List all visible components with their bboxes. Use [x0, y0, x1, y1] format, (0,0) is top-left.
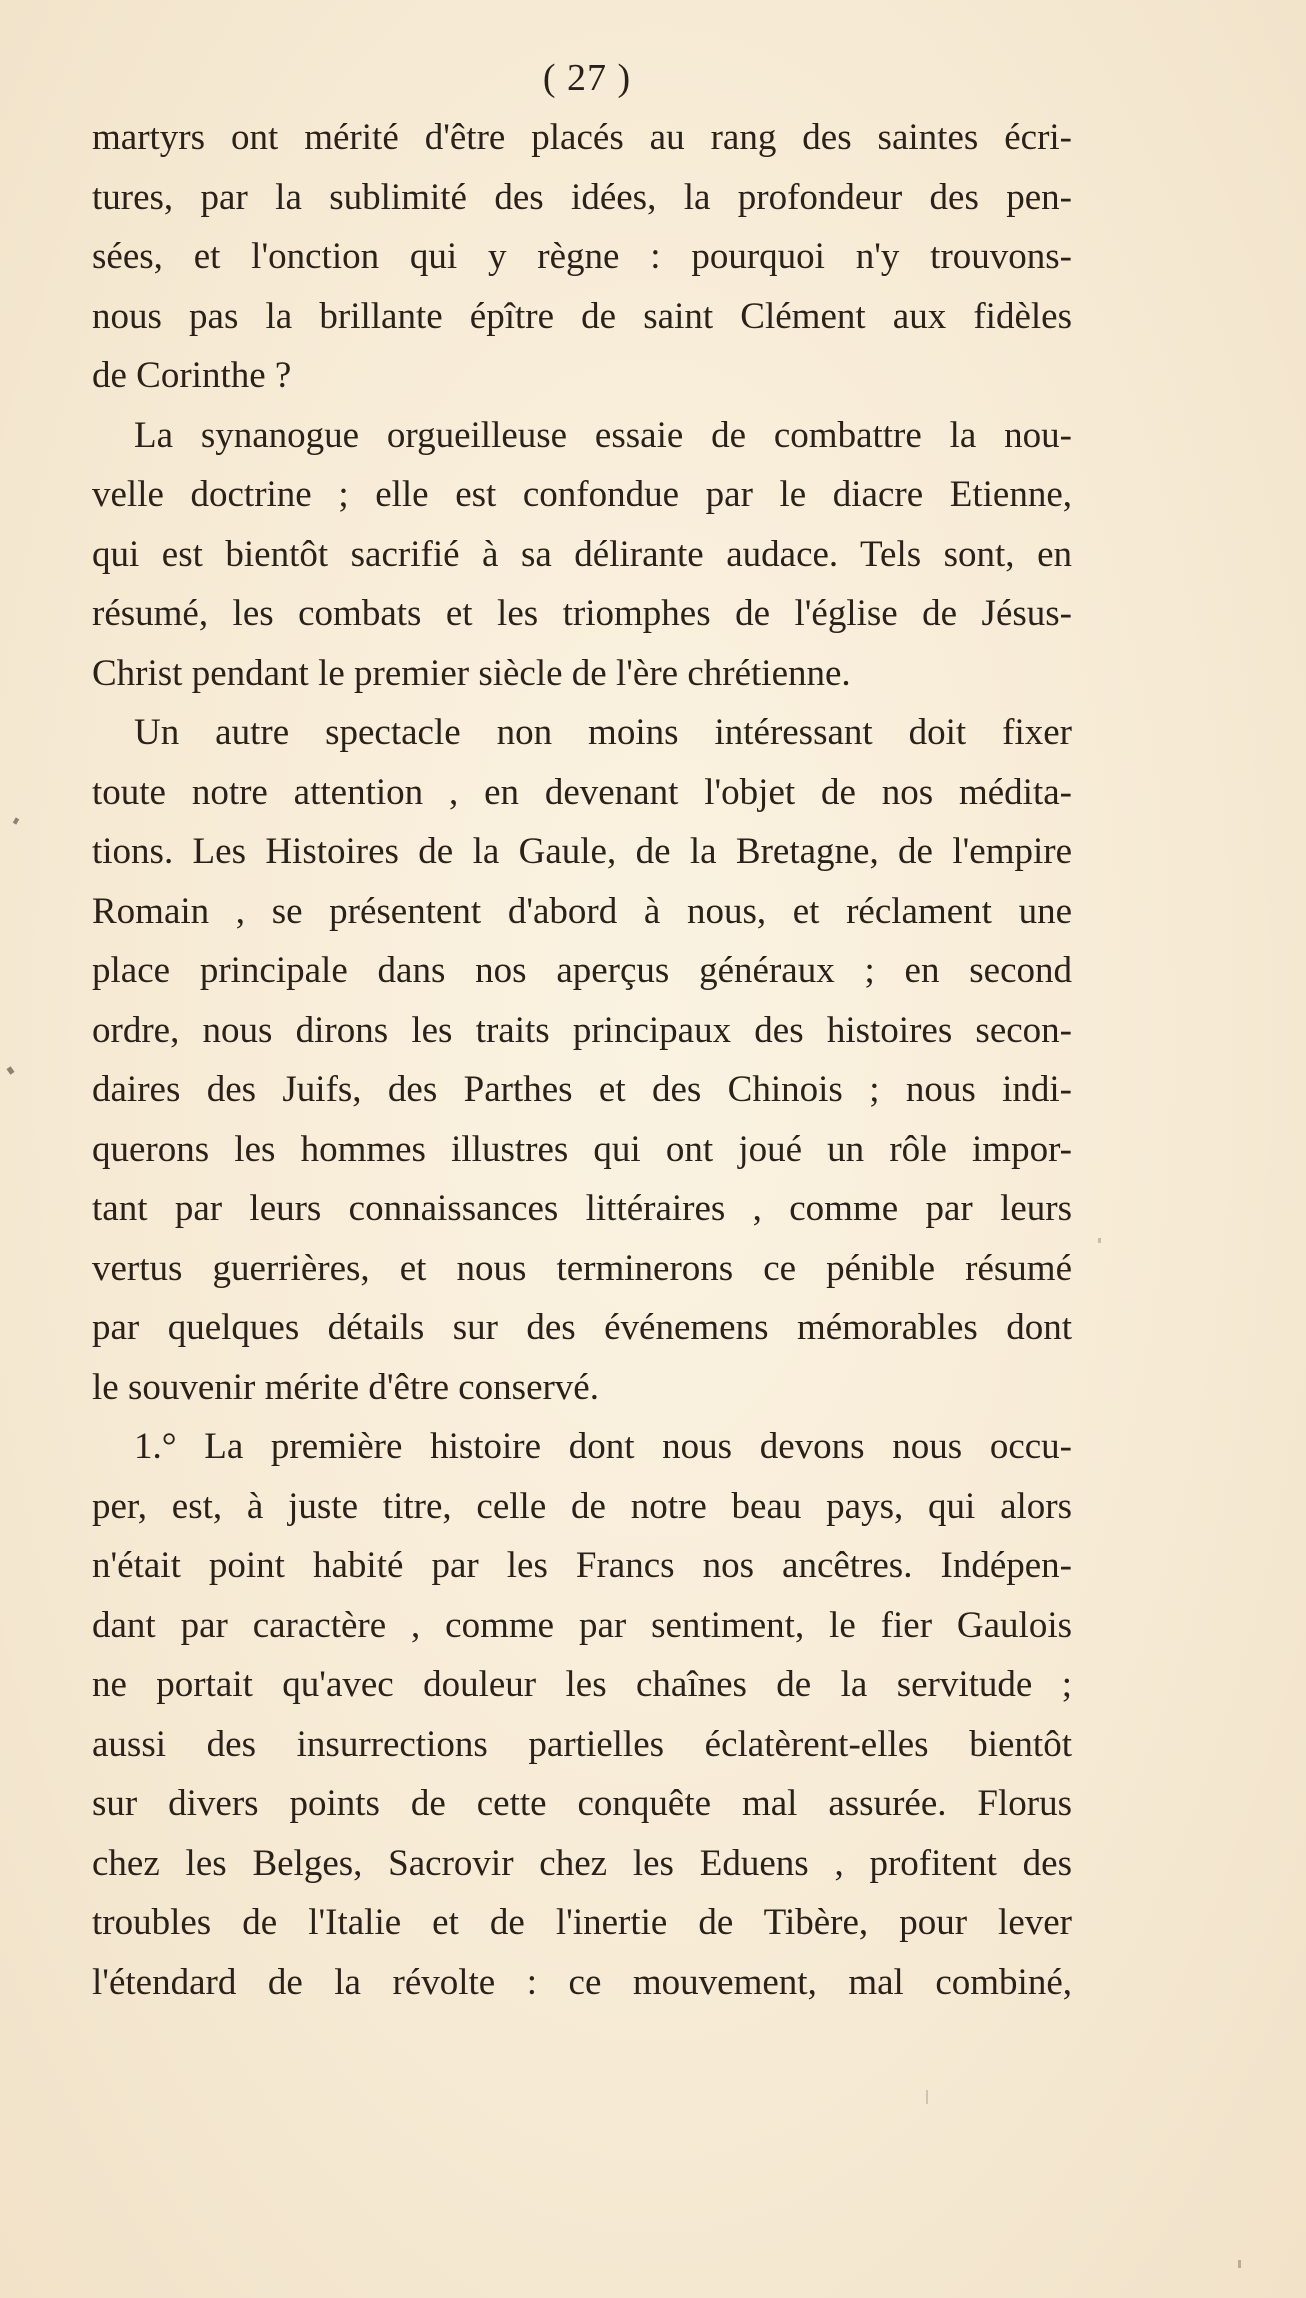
text-line: velle doctrine ; elle est confondue par le diacre Etienne,	[92, 474, 1072, 515]
text-line: aussi des insurrections partielles éclatèrent-elles bientôt	[92, 1723, 1072, 1765]
text-line: l'étendard de la révolte : ce mouvement, mal combiné,	[92, 1961, 1072, 2003]
page-number: ( 27 )	[542, 57, 632, 99]
text-line: dant par caractère , comme par sentiment, le fier Gaulois	[92, 1604, 1072, 1646]
text-line: tions. Les Histoires de la Gaule, de la Bretagne, de l'empire	[92, 831, 1072, 872]
ink-speck	[13, 817, 19, 824]
text-line: tures, par la sublimité des idées, la profondeur des pen-	[92, 176, 1072, 218]
text-line: querons les hommes illustres qui ont joué un rôle impor-	[92, 1128, 1072, 1170]
text-line: résumé, les combats et les triomphes de l'église de Jésus-	[92, 593, 1072, 634]
text-line: par quelques détails sur des événemens mémorables dont	[92, 1307, 1072, 1348]
paper-speck	[926, 2090, 928, 2104]
text-line: sur divers points de cette conquête mal assurée. Florus	[92, 1783, 1072, 1824]
text-line: per, est, à juste titre, celle de notre beau pays, qui alors	[92, 1485, 1072, 1527]
text-line: sées, et l'onction qui y règne : pourquoi n'y trouvons-	[92, 236, 1072, 277]
text-line: daires des Juifs, des Parthes et des Chinois ; nous indi-	[92, 1069, 1072, 1110]
text-line: n'était point habité par les Francs nos ancêtres. Indépen-	[92, 1545, 1072, 1586]
text-line: vertus guerrières, et nous terminerons ce pénible résumé	[92, 1247, 1072, 1289]
text-line: toute notre attention , en devenant l'objet de nos médita-	[92, 771, 1072, 813]
text-line: de Corinthe ?	[92, 355, 292, 396]
text-line: Christ pendant le premier siècle de l'ère chrétienne.	[92, 652, 851, 694]
paper-speck	[1098, 1238, 1101, 1243]
text-line: place principale dans nos aperçus généraux ; en second	[92, 950, 1072, 991]
text-line: qui est bientôt sacrifié à sa délirante audace. Tels sont, en	[92, 533, 1072, 575]
paper-speck	[1238, 2260, 1241, 2268]
page-body	[92, 108, 1072, 2012]
ink-speck	[6, 1066, 14, 1075]
text-line: tant par leurs connaissances littéraires , comme par leurs	[92, 1188, 1072, 1229]
text-line: ne portait qu'avec douleur les chaînes de la servitude ;	[92, 1664, 1072, 1705]
text-line: La synanogue orgueilleuse essaie de combattre la nou-	[134, 414, 1072, 456]
text-line: martyrs ont mérité d'être placés au rang des saintes écri-	[92, 117, 1072, 158]
text-line: troubles de l'Italie et de l'inertie de Tibère, pour lever	[92, 1902, 1072, 1943]
text-line: ordre, nous dirons les traits principaux des histoires secon-	[92, 1009, 1072, 1051]
text-line: chez les Belges, Sacrovir chez les Eduens , profitent des	[92, 1842, 1072, 1884]
page-text-block	[92, 48, 1072, 2012]
text-line: 1.° La première histoire dont nous devons nous occu-	[134, 1426, 1072, 1467]
text-line: nous pas la brillante épître de saint Clément aux fidèles	[92, 295, 1072, 337]
text-line: le souvenir mérite d'être conservé.	[92, 1366, 599, 1408]
text-line: Romain , se présentent d'abord à nous, et réclament une	[92, 890, 1072, 932]
text-line: Un autre spectacle non moins intéressant doit fixer	[134, 712, 1072, 753]
